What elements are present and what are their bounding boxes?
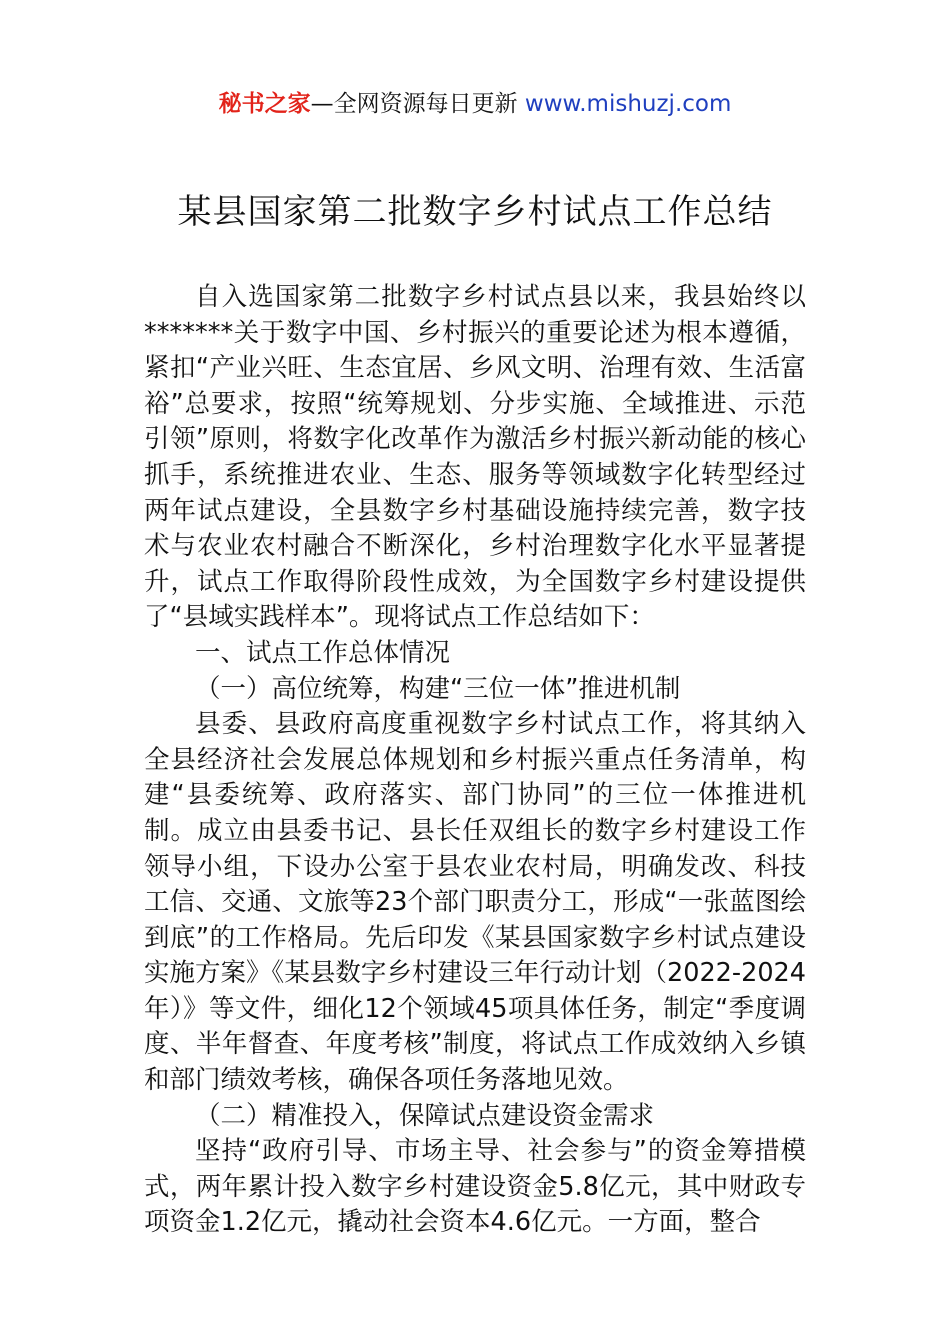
- site-brand: 秘书之家: [218, 91, 311, 117]
- subsection-heading: （一）高位统筹，构建“三位一体”推进机制: [195, 673, 681, 704]
- paragraph-intro: 自入选国家第二批数字乡村试点县以来，我县始终以*******关于数字中国、乡村振兴的重要论述为根本遵循，紧扣“产业兴旺、生态宜居、乡风文明、治理有效、生活富裕”总要求，按照“统筹规划、分步实施、全域推进、示范引领”原则，将数字化改革作为激活乡村振兴新动能的核心抓手，系统推进农业、生态、服务等领域数字化转型经过两年试点建设，全县数字乡村基础设施持续完善，数字技术与农业农村融合不断深化，乡村治理数字化水平显著提升，试点工作取得阶段性成效，为全国数字乡村建设提供了“县域实践样本”。现将试点工作总结如下：: [144, 282, 806, 633]
- site-header: [0, 88, 950, 120]
- paragraph-body: 坚持“政府引导、市场主导、社会参与”的资金筹措模式，两年累计投入数字乡村建设资金5.8亿元，其中财政专项资金1.2亿元，撬动社会资本4.6亿元。一方面，整合: [144, 1136, 806, 1238]
- document-title: 某县国家第二批数字乡村试点工作总结: [177, 192, 773, 232]
- site-url-link[interactable]: www.mishuzj.com: [524, 91, 732, 117]
- document-body: [144, 280, 806, 1241]
- paragraph-body: 县委、县政府高度重视数字乡村试点工作，将其纳入全县经济社会发展总体规划和乡村振兴重点任务清单，构建“县委统筹、政府落实、部门协同”的三位一体推进机制。成立由县委书记、县长任双组长的数字乡村建设工作领导小组，下设办公室于县农业农村局，明确发改、科技工信、交通、文旅等23个部门职责分工，形成“一张蓝图绘到底”的工作格局。先后印发《某县国家数字乡村试点建设实施方案》《某县数字乡村建设三年行动计划（2022-2024年）》等文件，细化12个领域45项具体任务，制定“季度调度、半年督查、年度考核”制度，将试点工作成效纳入乡镇和部门绩效考核，确保各项任务落地见效。: [144, 709, 806, 1096]
- subsection-heading: （二）精准投入，保障试点建设资金需求: [195, 1100, 655, 1131]
- site-tagline: —全网资源每日更新: [310, 91, 518, 117]
- section-heading: 一、试点工作总体情况: [195, 637, 451, 668]
